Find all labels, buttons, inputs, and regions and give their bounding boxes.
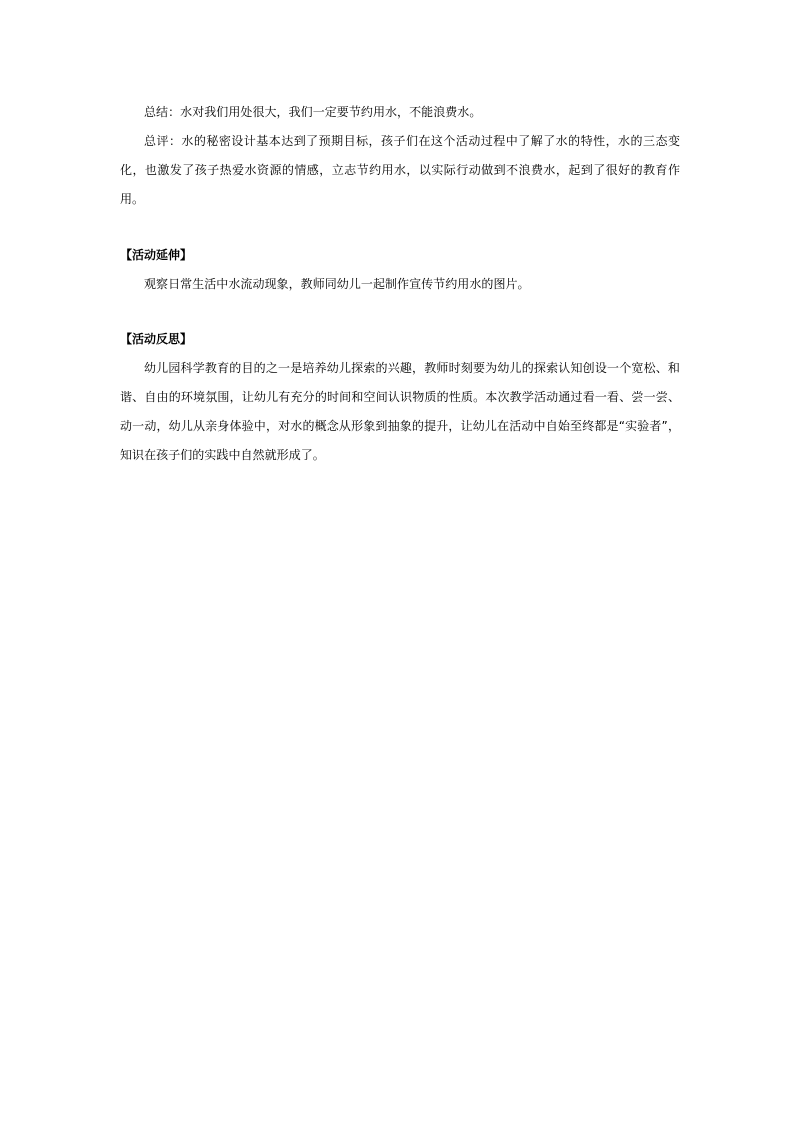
reflection-heading: 【活动反思】	[120, 332, 193, 346]
section-spacer	[120, 214, 680, 241]
reflection-paragraph: 幼儿园科学教育的目的之一是培养幼儿探索的兴趣，教师时刻要为幼儿的探索认知创设一个宽松、和谐、自由的环境氛围，让幼儿有充分的时间和空间认识物质的性质。本次教学活动通过看一看、尝一尝、动一动，幼儿从亲身体验中，对水的概念从形象到抽象的提升，让幼儿在活动中自始至终都是“实验者”，知识在孩子们的实践中自然就形成了。	[120, 361, 680, 462]
summary-paragraph: 总结：水对我们用处很大，我们一定要节约用水，不能浪费水。	[144, 105, 482, 119]
document-content	[120, 98, 680, 470]
section-spacer	[120, 299, 680, 325]
review-paragraph: 总评：水的秘密设计基本达到了预期目标，孩子们在这个活动过程中了解了水的特性，水的三态变化，也激发了孩子热爱水资源的情感，立志节约用水，以实际行动做到不浪费水，起到了很好的教育作用。	[120, 134, 680, 206]
extension-paragraph: 观察日常生活中水流动现象，教师同幼儿一起制作宣传节约用水的图片。	[144, 277, 530, 291]
extension-heading: 【活动延伸】	[120, 248, 193, 262]
